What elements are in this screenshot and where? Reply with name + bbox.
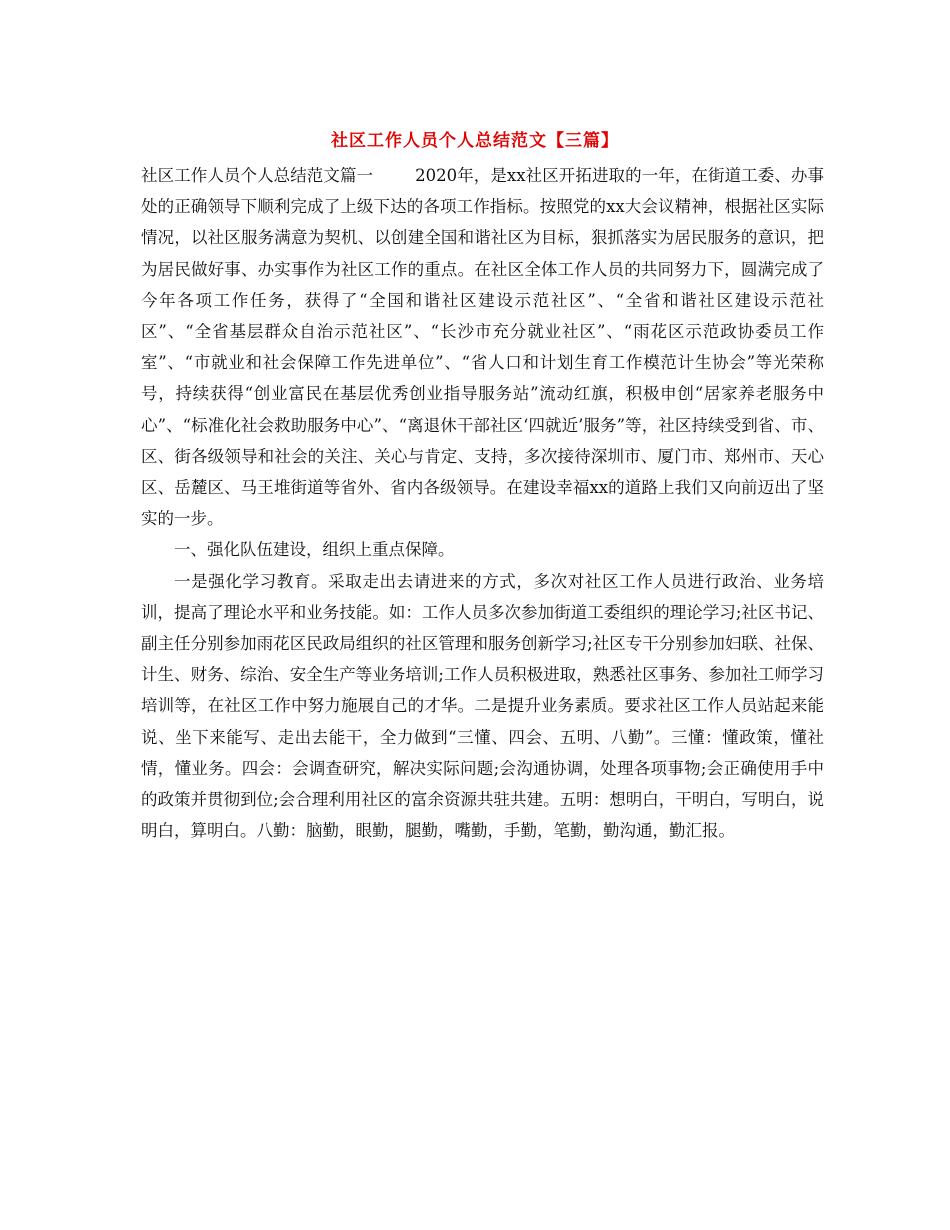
section-heading: 一、强化队伍建设，组织上重点保障。 bbox=[174, 540, 455, 560]
paragraph-text: 2020年，是xx社区开拓进取的一年，在街道工委、办事处的正确领导下顺利完成了上级下达的各项工作指标。按照党的xx大会议精神，根据社区实际情况，以社区服务满意为契机、以创建全国和谐社区为目标，狠抓落实为居民服务的意识，把为居民做好事、办实事作为社区工作的重点。在社区全体工作人员的共同努力下，圆满完成了今年各项工作任务，获得了“全国和谐社区建设示范社区”、“全省和谐社区建设示范社区”、“全省基层群众自治示范社区”、“长沙市充分就业社区”、“雨花区示范政协委员工作室”、“市就业和社会保障工作先进单位”、“省人口和计划生育工作模范计生协会”等光荣称号，持续获得“创业富民在基层优秀创业指导服务站”流动红旗，积极申创“居家养老服务中心”、“标准化社会救助服务中心”、“离退休干部社区‘四就近’服务”等，社区持续受到省、市、区、街各级领导和社会的关注、关心与肯定、支持，多次接待深圳市、厦门市、郑州市、天心区、岳麓区、马王堆街道等省外、省内各级领导。在建设幸福xx的道路上我们又向前迈出了坚实的一步。 bbox=[141, 166, 824, 529]
intro-paragraph bbox=[141, 160, 824, 534]
section-lead-label: 社区工作人员个人总结范文篇一 bbox=[141, 166, 374, 185]
document-title: 社区工作人员个人总结范文【三篇】 bbox=[331, 131, 619, 151]
document-body bbox=[141, 160, 824, 846]
body-paragraph: 一是强化学习教育。采取走出去请进来的方式，多次对社区工作人员进行政治、业务培训，提高了理论水平和业务技能。如：工作人员多次参加街道工委组织的理论学习;社区书记、副主任分别参加雨花区民政局组织的社区管理和服务创新学习;社区专干分别参加妇联、社保、计生、财务、综治、安全生产等业务培训;工作人员积极进取，熟悉社区事务、参加社工师学习培训等，在社区工作中努力施展自己的才华。二是提升业务素质。要求社区工作人员站起来能说、坐下来能写、走出去能干，全力做到“三懂、四会、五明、八勤”。三懂：懂政策，懂社情，懂业务。四会：会调查研究，解决实际问题;会沟通协调，处理各项事物;会正确使用手中的政策并贯彻到位;会合理利用社区的富余资源共驻共建。五明：想明白，干明白，写明白，说明白，算明白。八勤：脑勤，眼勤，腿勤，嘴勤，手勤，笔勤，勤沟通，勤汇报。 bbox=[141, 571, 824, 841]
